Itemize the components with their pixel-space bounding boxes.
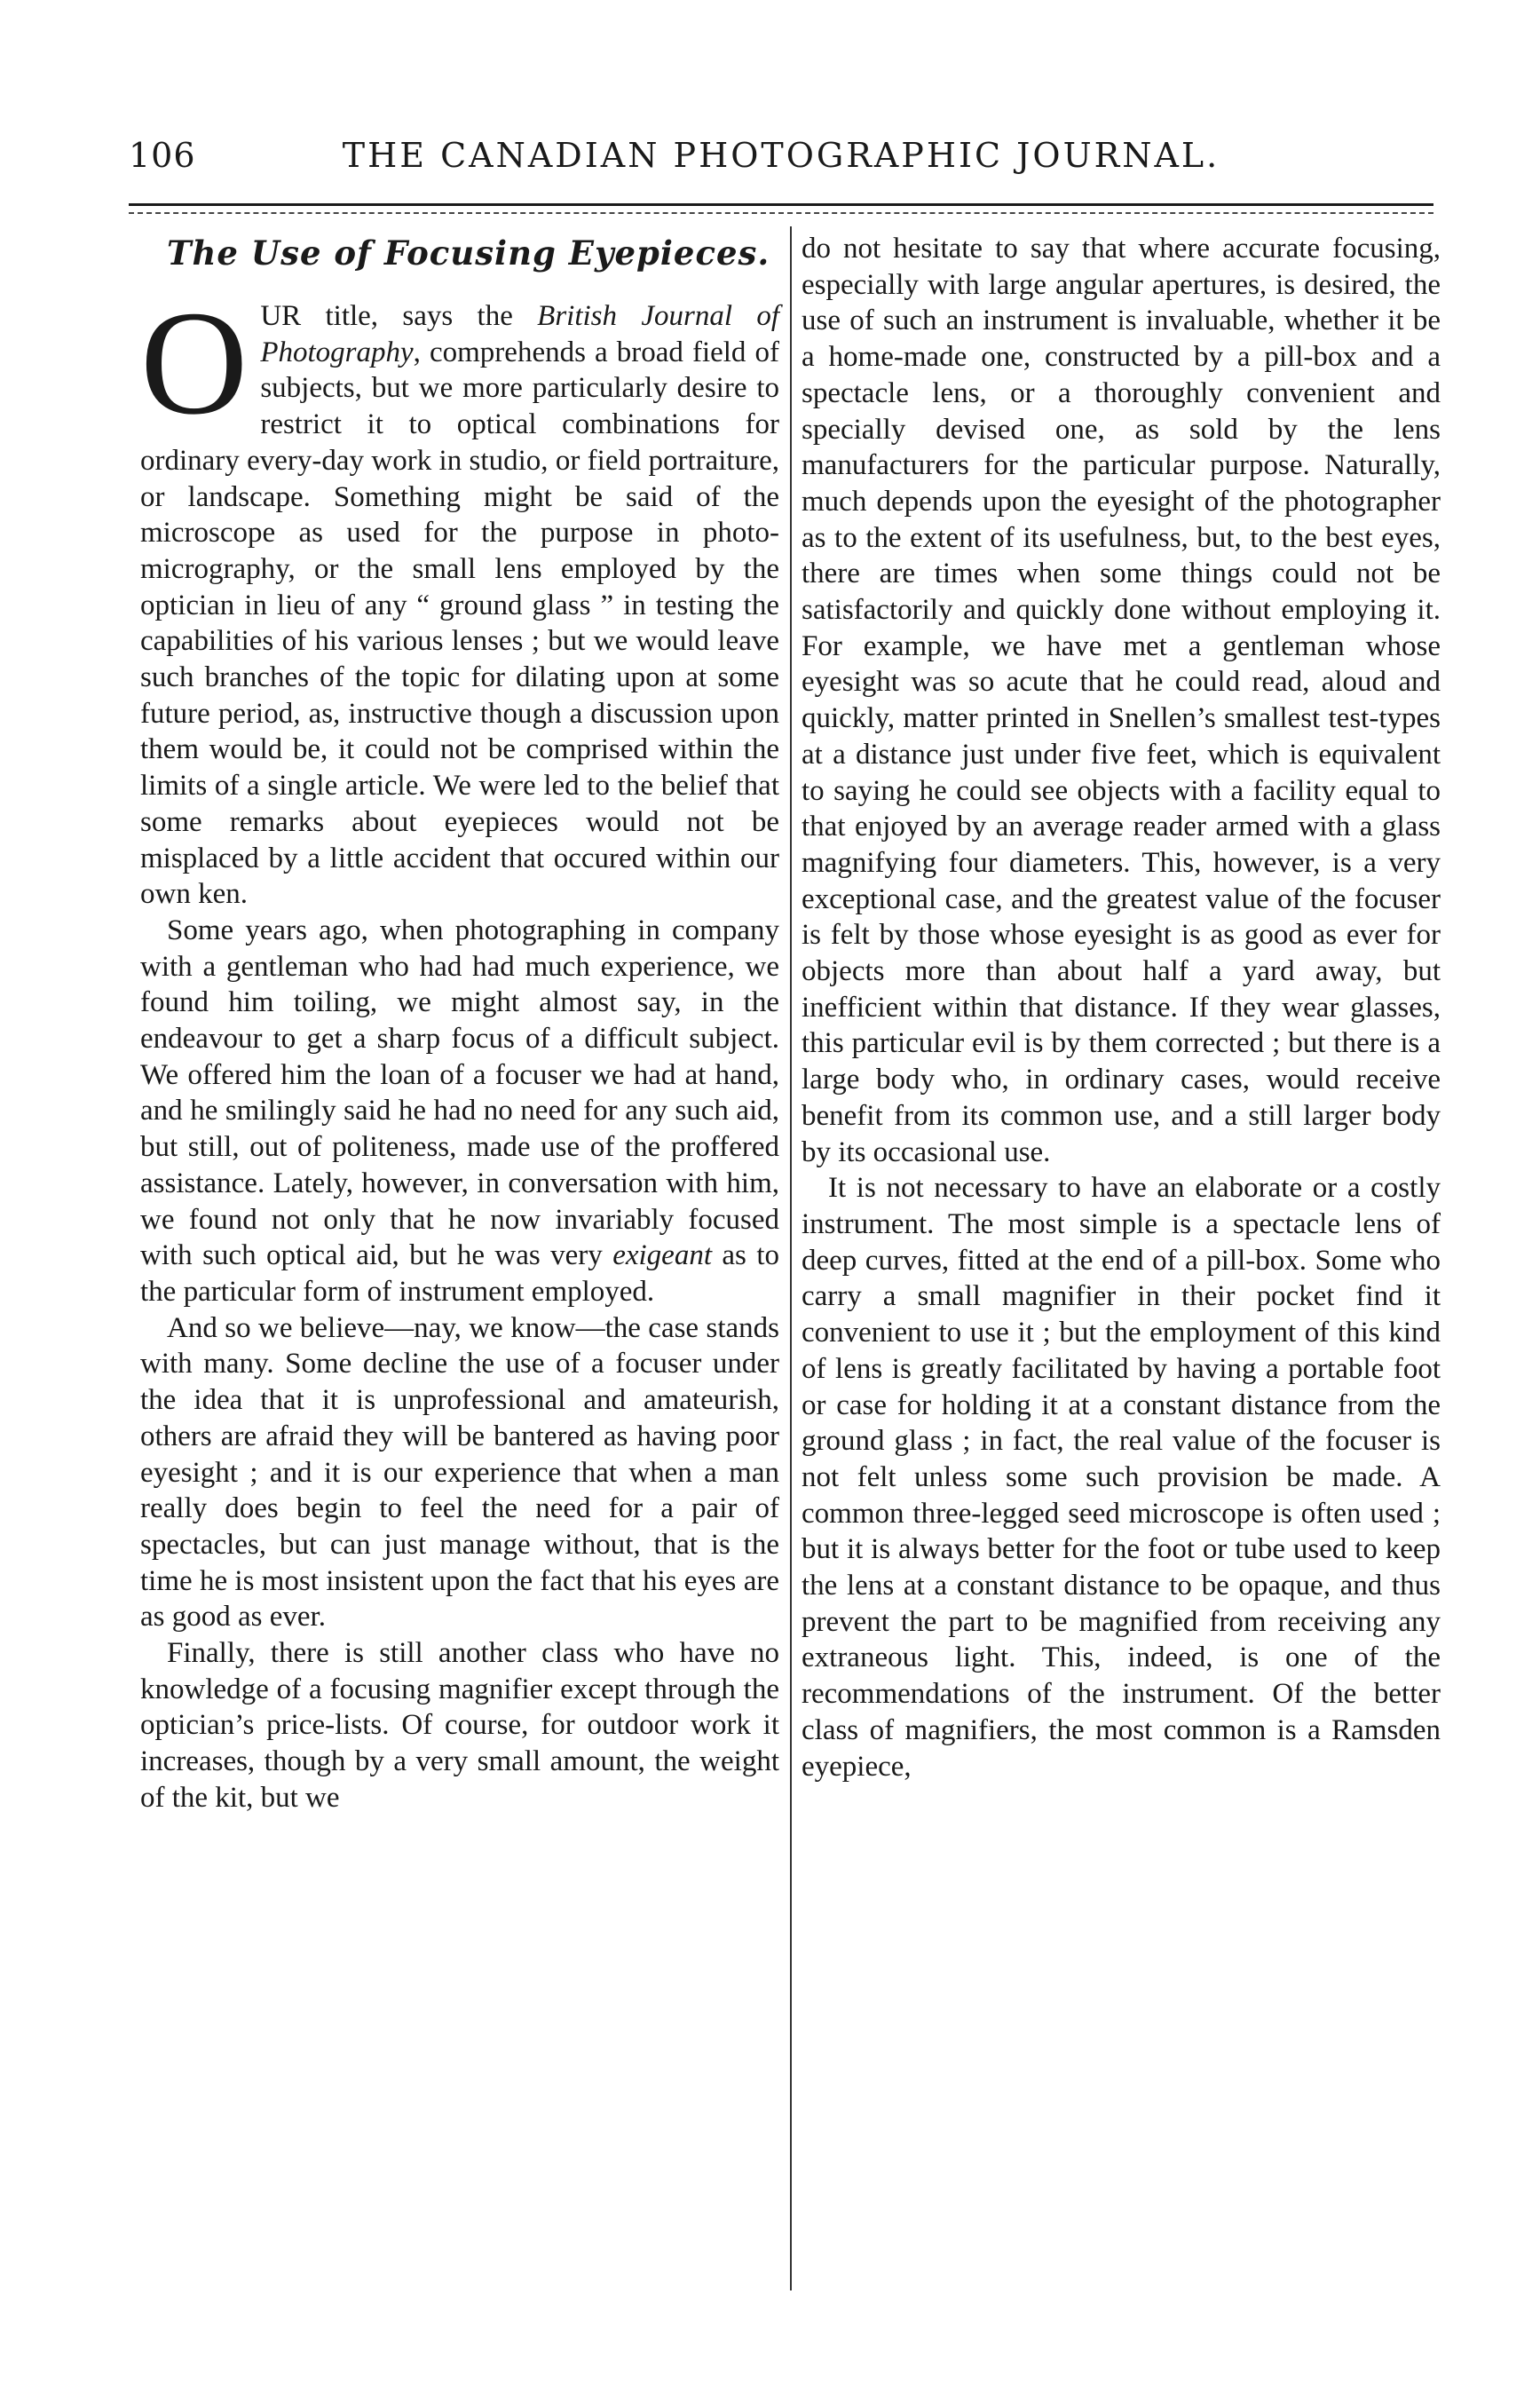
page-number: 106 bbox=[129, 136, 196, 175]
paragraph-1-text-b: , comprehends a broad field of subjects, but we more particularly desire to restrict it to optical combinations for ordinary every-day work in studio, or field portraiture, or landscape. Something might be said of the microscope as used for the purpose in photo-micrography, or the small lens employed by the optician in lieu of any “ ground glass ” in testing the capabilities of his various lenses ; but we would leave such branches of the topic for dilating upon at some future period, as, instructive though a discussion upon them would be, it could not be comprised within the limits of a single article. We were led to the belief that some remarks about eyepieces would not be misplaced by a little accident that occured within our own ken. bbox=[140, 336, 779, 911]
drop-cap: O bbox=[140, 281, 249, 446]
paragraph-5: do not hesitate to say that where accurate focusing, especially with large angular apertures, is desired, the use of such an instrument is invaluable, whether it be a home-made one, constructed by a pill-box and a spectacle lens, or a thoroughly convenient and specially devised one, as sold by the lens manufacturers for the particular purpose. Naturally, much depends upon the eyesight of the photographer as to the extent of its usefulness, but, to the best eyes, there are times when some things could not be satisfactorily and quickly done without employing it. For example, we have met a gentleman whose eyesight was so acute that he could read, aloud and quickly, matter printed in Snellen’s smallest test-types at a distance just under five feet, which is equivalent to saying he could see objects with a facility equal to that enjoyed by an average reader armed with a glass magnifying four diameters. This, however, is a very exceptional case, and the greatest value of the focuser is felt by those whose eyesight is as good as ever for objects more than about half a yard away, but inefficient within that distance. If they wear glasses, this particular evil is by them corrected ; but there is a large body who, in ordinary cases, would receive benefit from its common use, and a still larger body by its occasional use. bbox=[802, 233, 1441, 1168]
header-rule-secondary bbox=[129, 212, 1433, 214]
paragraph-3: And so we believe—nay, we know—the case stands with many. Some decline the use of a focuser under the idea that it is unprofessional and amateurish, others are afraid they will be bantered as having poor eyesight ; and it is our experience that when a man really does begin to feel the need for a pair of spectacles, but can just manage without, that is the time he is most insistent upon the fact that his eyes are as good as ever. bbox=[140, 1311, 779, 1634]
left-column bbox=[140, 231, 779, 1816]
paragraph-1-italic: British Journal of Photography bbox=[260, 300, 779, 368]
column-divider bbox=[790, 226, 792, 2290]
header-rule bbox=[129, 203, 1433, 206]
paragraph-1 bbox=[140, 281, 779, 913]
paragraph-6: It is not necessary to have an elaborate or a costly instrument. The most simple is a spectacle lens of deep curves, fitted at the end of a pill-box. Some who carry a small magnifier in their pocket find it convenient to use it ; but the employment of this kind of lens is greatly facilitated by having a portable foot or case for holding it at a constant distance from the ground glass ; in fact, the real value of the focuser is not felt unless some such provision be made. A common three-legged seed microscope is often used ; but it is always better for the foot or tube used to keep the lens at a constant distance to be opaque, and thus prevent the part to be magnified from receiving any extraneous light. This, indeed, is one of the recommendations of the instrument. Of the better class of magnifiers, the most common is a Ramsden eyepiece, bbox=[802, 1172, 1441, 1783]
paragraph-2 bbox=[140, 913, 779, 1310]
page-header bbox=[129, 136, 1433, 189]
running-title: THE CANADIAN PHOTOGRAPHIC JOURNAL. bbox=[342, 136, 1220, 175]
paragraph-1-text-a: UR title, says the bbox=[260, 300, 538, 332]
paragraph-4: Finally, there is still another class who have no knowledge of a focusing magnifier except through the optician’s price-lists. Of course, for outdoor work it increases, though by a very small amount, the weight of the kit, but we bbox=[140, 1637, 779, 1814]
paragraph-2-text-a: Some years ago, when photographing in company with a gentleman who had had much experience, we found him toiling, we might almost say, in the endeavour to get a sharp focus of a difficult subject. We offered him the loan of a focuser we had at hand, and he smilingly said he had no need for any such aid, but still, out of politeness, made use of the proffered assistance. Lately, however, in conversation with him, we found not only that he now invariably focused with such optical aid, but he was very bbox=[140, 914, 779, 1272]
right-column bbox=[802, 231, 1441, 1784]
paragraph-2-italic: exigeant bbox=[612, 1239, 712, 1272]
paragraph-2-text-b: as to the particular form of instrument employed. bbox=[140, 1239, 779, 1308]
article-title: The Use of Focusing Eyepieces. bbox=[167, 233, 770, 273]
